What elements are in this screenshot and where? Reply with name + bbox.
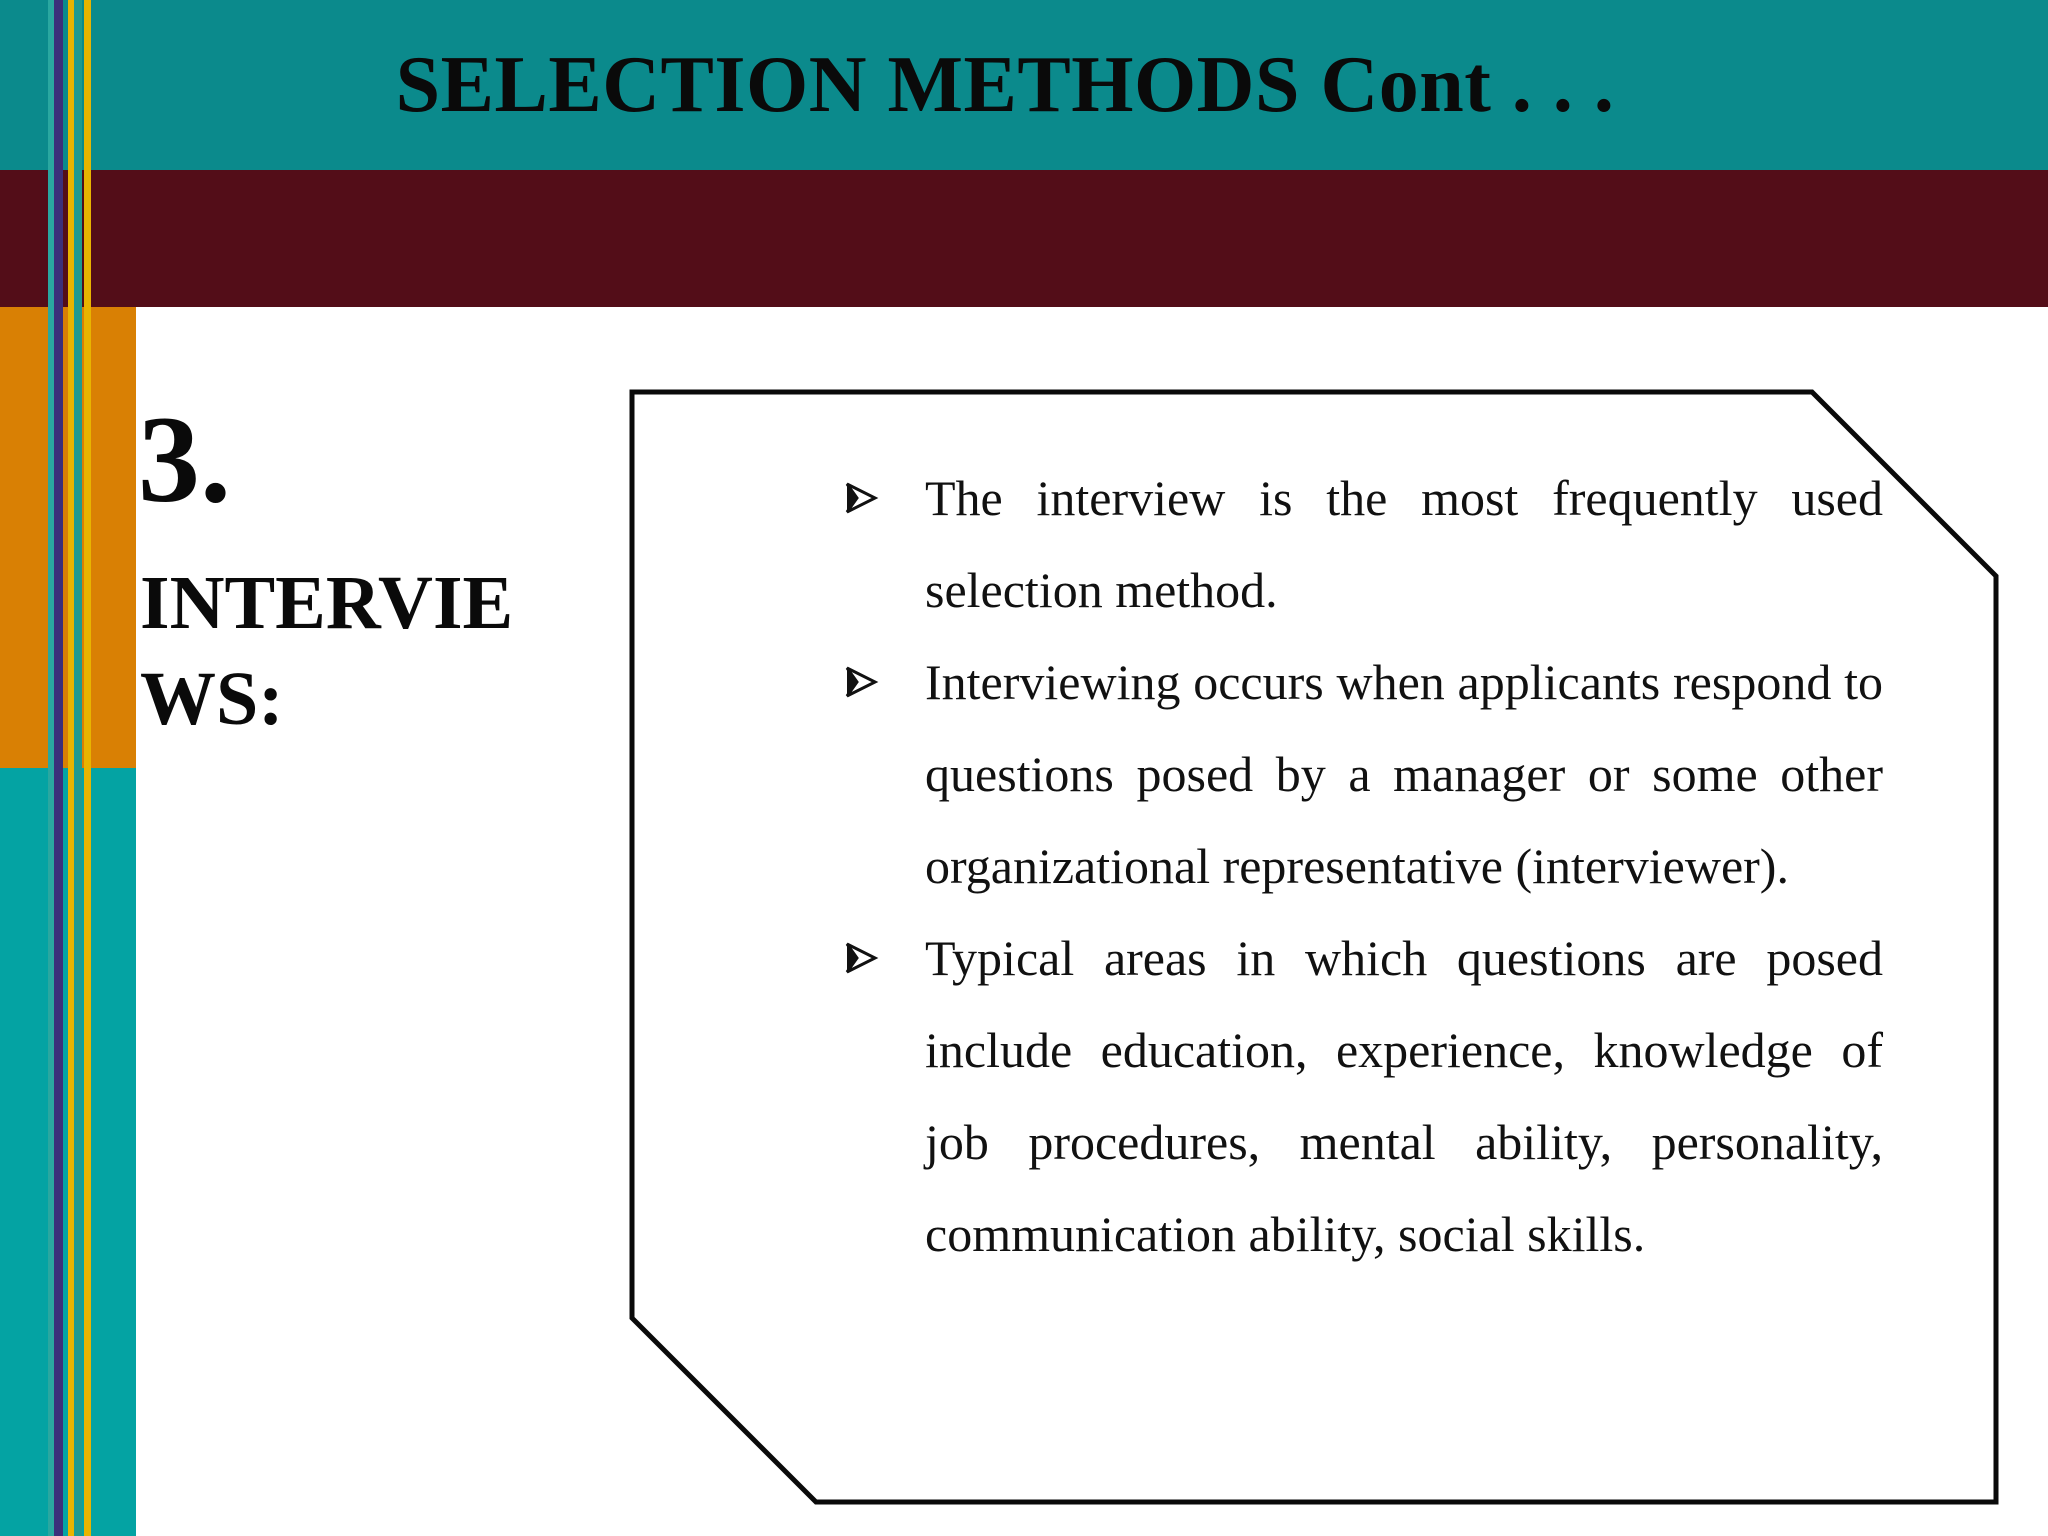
bullet-text: Typical areas in which questions are posed include education, experience, knowledge of job procedures, mental ability, personality, communication ability, social skills. bbox=[925, 930, 1883, 1262]
list-item bbox=[843, 912, 1883, 1280]
section-number: 3. bbox=[138, 391, 231, 528]
bullet-text: Interviewing occurs when applicants respond to questions posed by a manager or some other organizational representative (interviewer). bbox=[925, 654, 1883, 894]
slide-title: SELECTION METHODS Cont . . . bbox=[395, 41, 1615, 129]
bullet-text: The interview is the most frequently used selection method. bbox=[925, 470, 1883, 618]
list-item bbox=[843, 452, 1883, 636]
arrowhead-bullet-icon bbox=[843, 940, 879, 976]
arrowhead-bullet-icon bbox=[843, 664, 879, 700]
section-label: INTERVIEWS: bbox=[140, 561, 514, 741]
arrowhead-bullet-icon bbox=[843, 480, 879, 516]
bullet-list bbox=[843, 452, 1883, 1280]
list-item bbox=[843, 636, 1883, 912]
